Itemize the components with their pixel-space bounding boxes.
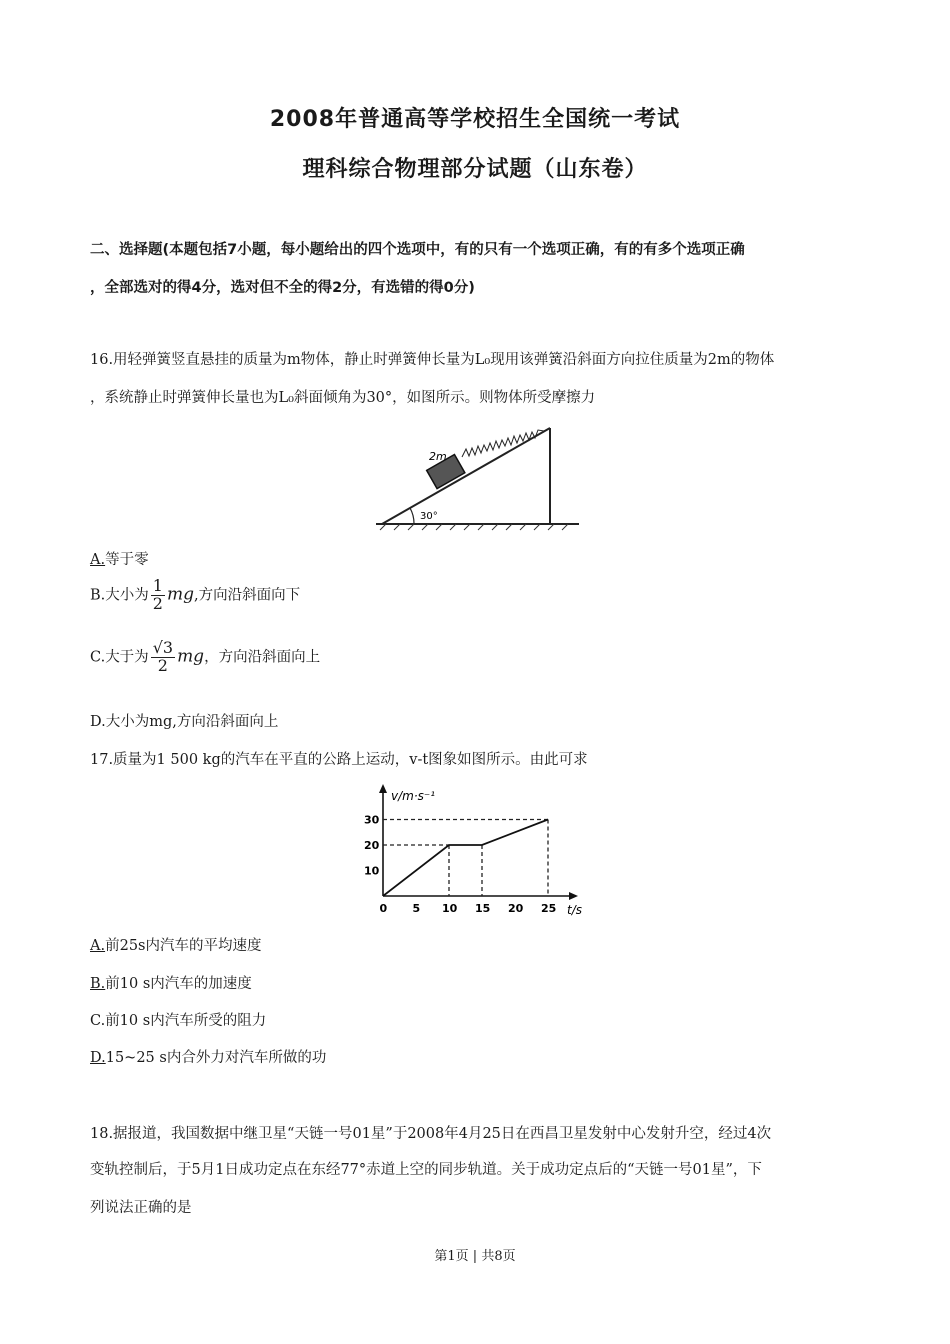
q16-option-d-key: D. xyxy=(90,714,106,730)
q16-option-c-key: C. xyxy=(90,649,106,666)
exam-title: 2008年普通高等学校招生全国统一考试 xyxy=(269,107,681,132)
q16-option-c-post: ，方向沿斜面向上 xyxy=(204,649,321,666)
x-tick-label: 5 xyxy=(412,902,421,915)
q17-option-d-text: 15~25 s内合外力对汽车所做的功 xyxy=(105,1050,327,1066)
q16-option-a-key: A. xyxy=(90,552,106,568)
q17-option-d-key: D. xyxy=(90,1050,106,1066)
q17-stem-line1: 17.质量为1 500 kg的汽车在平直的公路上运动，v-t图象如图所示。由此可求 xyxy=(90,752,588,768)
y-tick-label: 10 xyxy=(364,864,380,878)
mg-symbol: mg xyxy=(177,646,205,667)
y-axis-label: v/m·s⁻¹ xyxy=(391,789,436,803)
q16-option-c xyxy=(90,640,320,675)
q17-option-b xyxy=(90,972,252,993)
x-axis-arrow xyxy=(569,892,578,900)
mg-symbol: mg xyxy=(166,584,194,605)
vt-chart xyxy=(355,782,595,922)
page-footer: 第1页 | 共8页 xyxy=(434,1249,516,1264)
y-axis-arrow xyxy=(379,784,387,793)
fraction-denominator: 2 xyxy=(157,655,168,675)
q17-option-c-key: C. xyxy=(90,1013,106,1029)
incline-figure xyxy=(374,418,584,538)
q17-option-c-text: 前10 s内汽车所受的阻力 xyxy=(105,1013,267,1029)
q16-option-a xyxy=(90,548,149,569)
q18-stem-line3: 列说法正确的是 xyxy=(90,1200,192,1216)
q17-option-c xyxy=(90,1009,266,1030)
q16-stem-line2: ，系统静止时弹簧伸长量也为L₀斜面倾角为30°，如图所示。则物体所受摩擦力 xyxy=(90,390,596,406)
incline-surface xyxy=(382,428,550,524)
q16-option-a-text: 等于零 xyxy=(105,552,149,568)
fraction-denominator: 2 xyxy=(152,593,163,613)
x-tick-label: 25 xyxy=(541,902,557,915)
exam-subtitle: 理科综合物理部分试题（山东卷） xyxy=(302,157,648,182)
section-heading-line2: ，全部选对的得4分，选对但不全的得2分，有选错的得0分) xyxy=(90,280,475,296)
fraction-sqrt3-over-2 xyxy=(151,640,175,675)
x-tick-label: 10 xyxy=(442,902,458,915)
q16-option-b-pre: 大小为 xyxy=(105,587,149,604)
x-tick-label: 15 xyxy=(475,902,491,915)
q16-option-b-key: B. xyxy=(90,587,106,604)
fraction-half xyxy=(151,578,165,613)
fraction-numerator: √3 xyxy=(152,638,174,657)
y-tick-label: 30 xyxy=(364,813,380,827)
q18-stem-line1: 18.据报道，我国数据中继卫星“天链一号01星”于2008年4月25日在西昌卫星发射中心发射升空，经过4次 xyxy=(90,1126,772,1142)
mass-label: 2m xyxy=(429,450,447,463)
x-tick-label: 0 xyxy=(379,902,388,915)
q16-option-d-text: 大小为mg,方向沿斜面向上 xyxy=(105,714,279,730)
angle-arc xyxy=(410,508,414,524)
q18-stem-line2: 变轨控制后，于5月1日成功定点在东经77°赤道上空的同步轨道。关于成功定点后的“天链一号01星”，下 xyxy=(90,1162,762,1178)
y-tick-label: 20 xyxy=(364,839,380,852)
q16-stem-line1: 16.用轻弹簧竖直悬挂的质量为m物体，静止时弹簧伸长量为L₀现用该弹簧沿斜面方向拉住质量为2m的物体 xyxy=(90,352,775,368)
q17-option-a xyxy=(90,934,262,955)
section-heading-line1: 二、选择题(本题包括7小题，每小题给出的四个选项中，有的只有一个选项正确，有的有多个选项正确 xyxy=(90,242,745,258)
angle-label: 30° xyxy=(420,511,438,522)
q16-option-c-pre: 大于为 xyxy=(105,649,149,666)
q17-option-a-text: 前25s内汽车的平均速度 xyxy=(105,938,262,954)
q16-option-b xyxy=(90,578,300,613)
x-axis-label: t/s xyxy=(567,903,582,917)
q17-option-b-key: B. xyxy=(90,976,106,992)
q17-option-d xyxy=(90,1046,326,1067)
fraction-numerator: 1 xyxy=(152,576,163,595)
q17-option-b-text: 前10 s内汽车的加速度 xyxy=(105,976,252,992)
x-tick-label: 20 xyxy=(508,902,524,915)
q16-option-b-post: ,方向沿斜面向下 xyxy=(193,587,301,604)
q16-option-d xyxy=(90,710,278,731)
q17-option-a-key: A. xyxy=(90,938,106,954)
velocity-line xyxy=(383,820,548,897)
